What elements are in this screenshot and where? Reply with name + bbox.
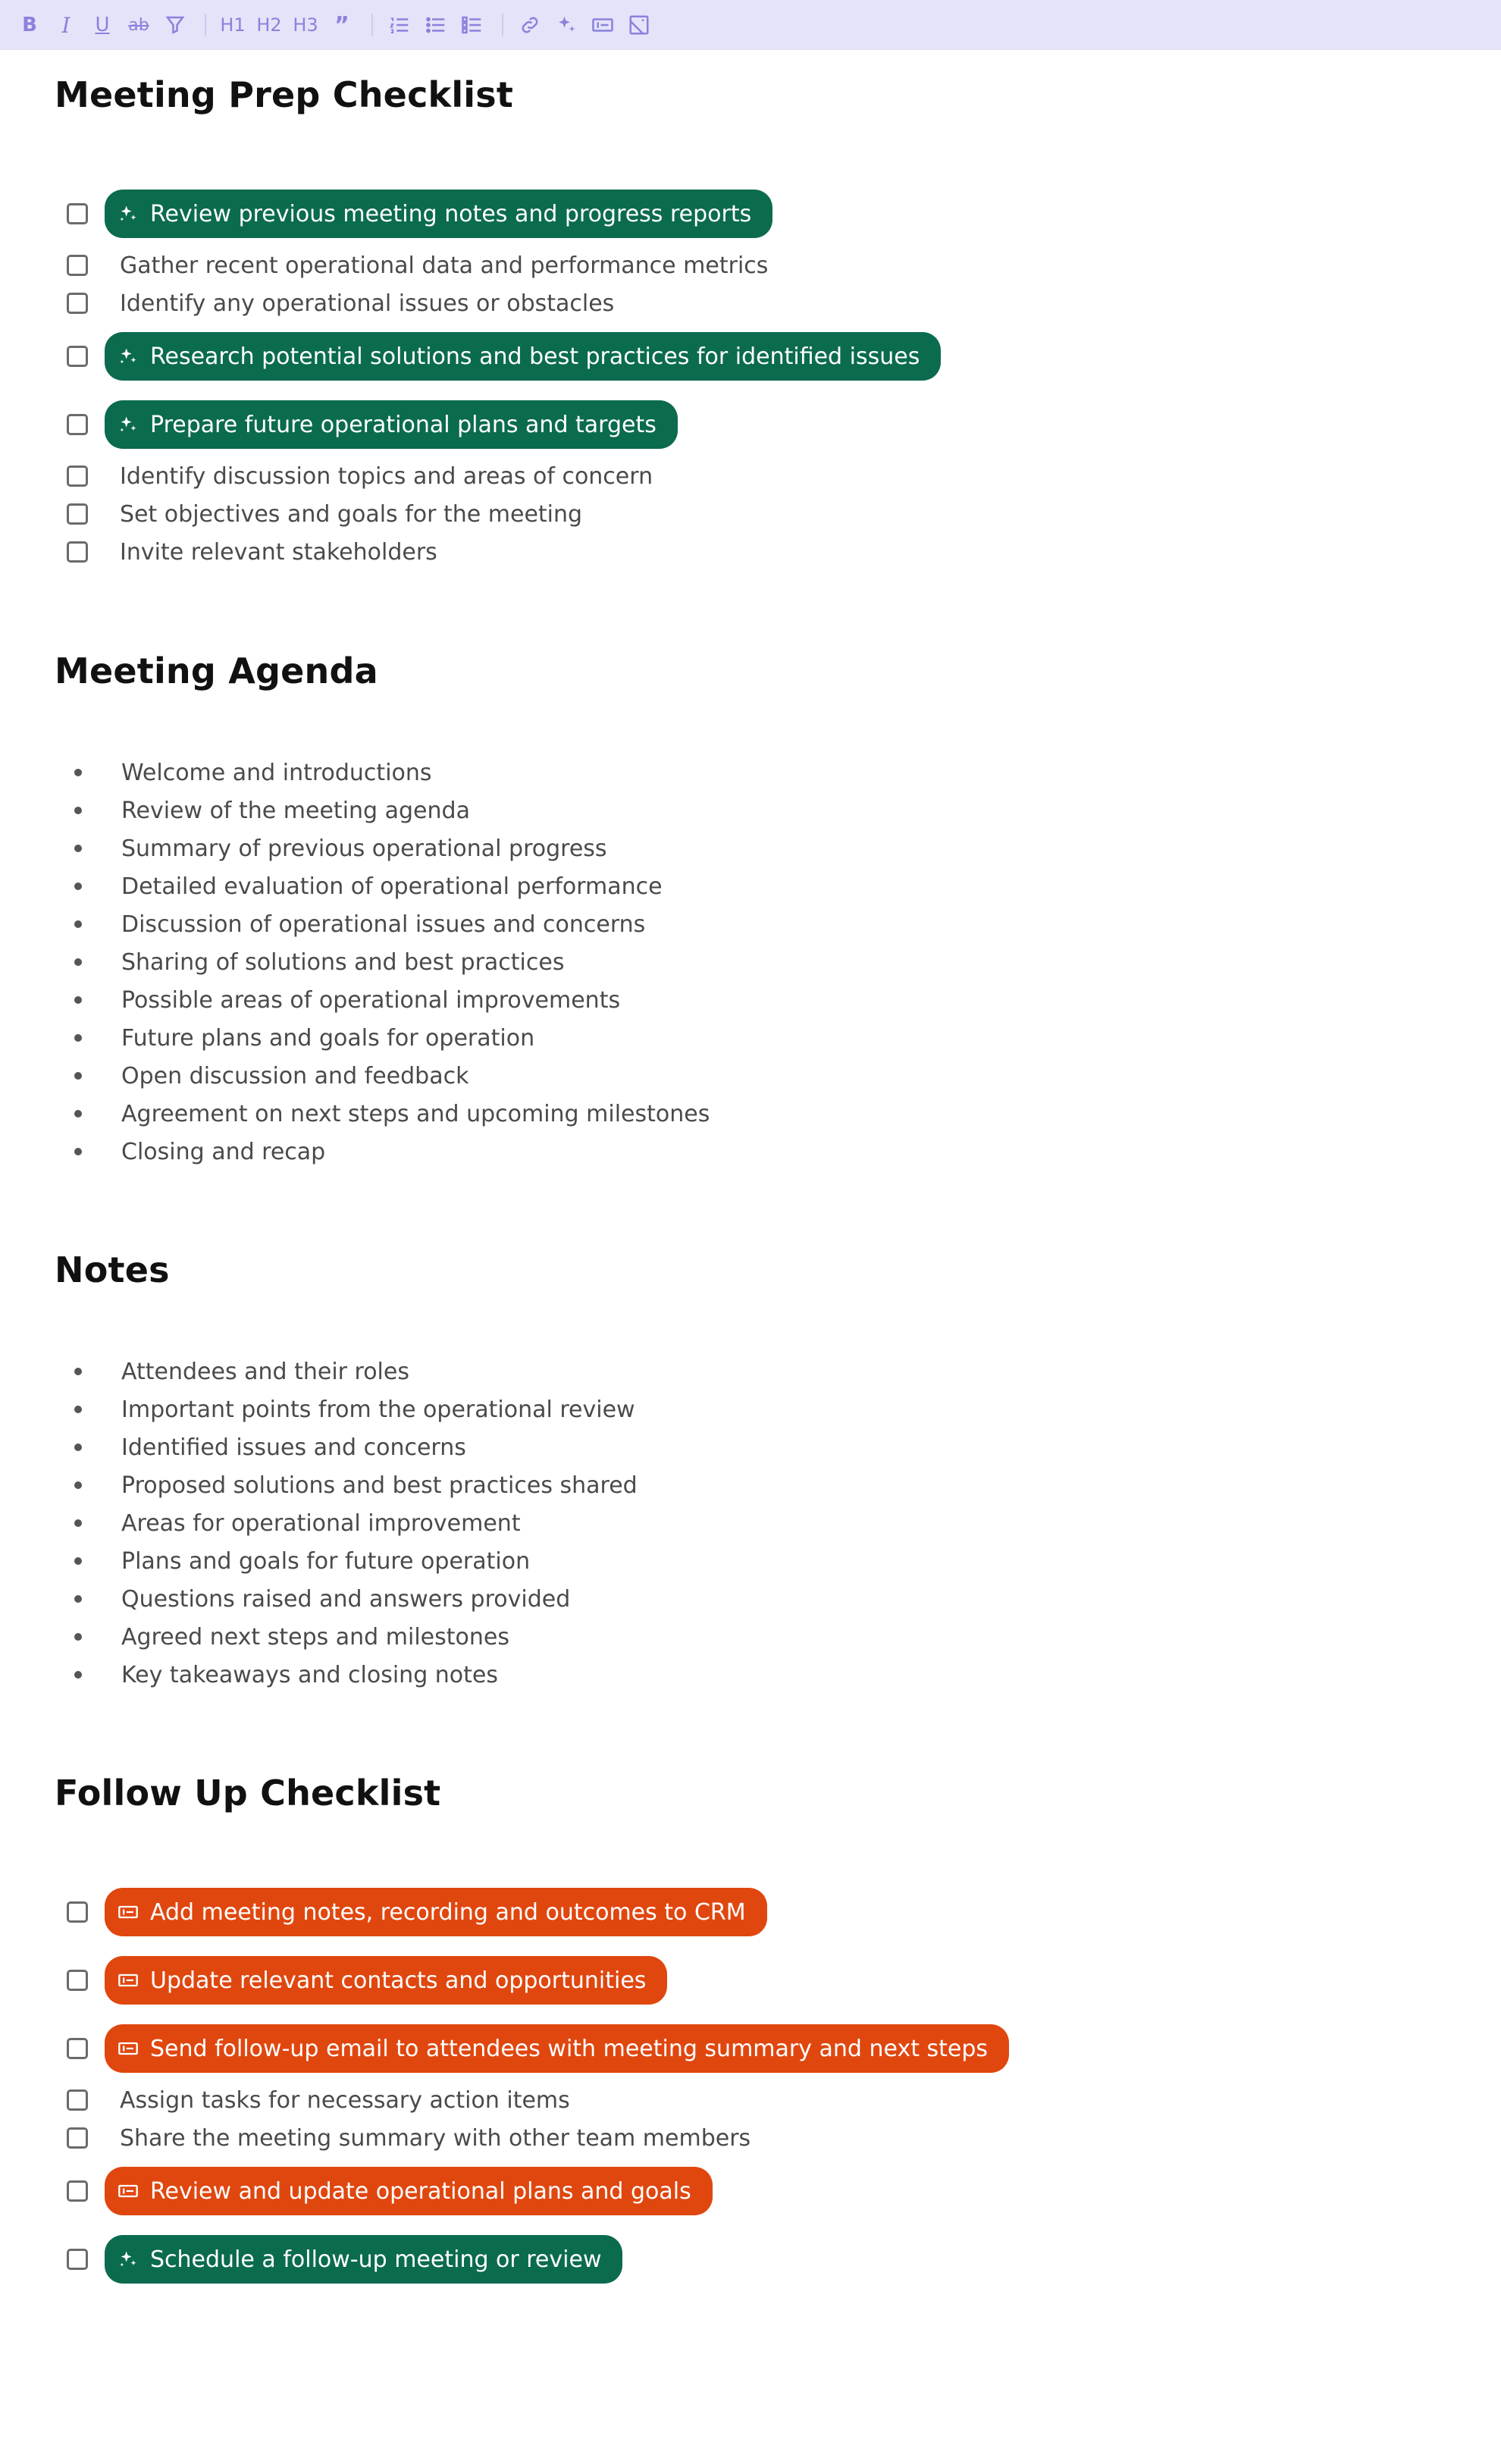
toolbar-divider (205, 14, 206, 36)
checklist-item (55, 529, 437, 575)
heading-1-button[interactable]: H1 (220, 14, 246, 36)
list-item (55, 1542, 530, 1580)
crm-action-pill[interactable] (105, 1888, 767, 1936)
ordered-list-icon[interactable] (387, 10, 412, 40)
bullet (74, 807, 82, 814)
checklist-item (55, 2168, 713, 2214)
list-item-text: Key takeaways and closing notes (121, 1661, 498, 1688)
list-item (55, 1057, 468, 1095)
checklist-item-text: Add meeting notes, recording and outcomes to CRM (150, 1898, 746, 1926)
bullet (74, 1595, 82, 1603)
checkbox[interactable] (67, 503, 88, 525)
checklist-item-text: Research potential solutions and best practices for identified issues (150, 343, 920, 370)
list-item-text: Sharing of solutions and best practices (121, 948, 565, 976)
underline-icon[interactable]: U (95, 14, 110, 36)
bullet (74, 1406, 82, 1413)
toolbar-divider (502, 14, 503, 36)
section-title-notes: Notes (55, 1249, 170, 1290)
list-item (55, 1618, 509, 1656)
section-title-prep: Meeting Prep Checklist (55, 74, 514, 115)
list-item (55, 1095, 710, 1133)
bullet (74, 1034, 82, 1042)
image-icon[interactable] (626, 10, 652, 40)
bullet (74, 845, 82, 852)
list-item (55, 905, 645, 943)
bullet (74, 920, 82, 928)
quote-icon[interactable]: ” (334, 11, 349, 39)
list-item-text: Proposed solutions and best practices shared (121, 1472, 638, 1499)
checkbox[interactable] (67, 2127, 88, 2149)
checklist-item-text: Review previous meeting notes and progress reports (150, 200, 752, 227)
bold-icon[interactable]: B (22, 14, 37, 36)
list-item (55, 867, 663, 905)
list-item-text: Detailed evaluation of operational performance (121, 873, 663, 900)
checklist-item-text: Prepare future operational plans and targets (150, 411, 656, 438)
list-item-text: Attendees and their roles (121, 1358, 409, 1385)
list-item (55, 829, 607, 867)
bullet (74, 769, 82, 776)
list-item (55, 1133, 325, 1171)
bullet (74, 1072, 82, 1080)
list-item-text: Identified issues and concerns (121, 1434, 466, 1461)
bullet (74, 882, 82, 890)
list-item (55, 1390, 635, 1428)
list-item-text: Agreement on next steps and upcoming milestones (121, 1100, 710, 1127)
list-item (55, 943, 564, 981)
checklist-item (55, 191, 772, 237)
list-item-text: Welcome and introductions (121, 759, 432, 786)
crm-field-icon (117, 2037, 139, 2060)
ai-sparkle-icon[interactable] (553, 10, 579, 40)
checkbox[interactable] (67, 2180, 88, 2202)
crm-field-icon[interactable] (590, 10, 616, 40)
bullet (74, 1148, 82, 1155)
section-title-agenda: Meeting Agenda (55, 650, 378, 691)
list-item-text: Possible areas of operational improvements (121, 986, 621, 1014)
link-icon[interactable] (517, 10, 543, 40)
list-item (55, 1580, 570, 1618)
checkbox[interactable] (67, 1970, 88, 1991)
checkbox[interactable] (67, 466, 88, 487)
checklist-item-text: Assign tasks for necessary action items (120, 2086, 570, 2114)
list-item-text: Questions raised and answers provided (121, 1585, 571, 1613)
ai-sparkle-icon (117, 202, 139, 225)
bullet (74, 996, 82, 1004)
ai-sparkle-icon (117, 413, 139, 436)
list-item (55, 1466, 638, 1504)
bullet (74, 1633, 82, 1641)
checklist-item-text: Identify any operational issues or obstacles (120, 290, 615, 317)
bullet (74, 1481, 82, 1489)
checkbox[interactable] (67, 2089, 88, 2111)
ai-action-pill[interactable] (105, 332, 941, 381)
checklist-icon[interactable] (459, 10, 485, 40)
checkbox[interactable] (67, 1901, 88, 1923)
checkbox[interactable] (67, 414, 88, 435)
list-item-text: Important points from the operational review (121, 1396, 635, 1423)
list-item (55, 1656, 498, 1694)
toolbar-divider (371, 14, 373, 36)
ai-action-pill[interactable] (105, 400, 678, 449)
checklist-item (55, 2026, 1009, 2071)
list-item-text: Agreed next steps and milestones (121, 1623, 509, 1651)
checkbox[interactable] (67, 255, 88, 276)
checklist-item (55, 2115, 750, 2161)
checklist-item (55, 1958, 667, 2003)
list-item (55, 1504, 521, 1542)
bullet (74, 958, 82, 966)
list-item (55, 754, 432, 792)
list-item-text: Future plans and goals for operation (121, 1024, 535, 1052)
checklist-item-text: Send follow-up email to attendees with meeting summary and next steps (150, 2035, 989, 2062)
checklist-item (55, 402, 678, 447)
ai-sparkle-icon (117, 2248, 139, 2271)
italic-icon[interactable]: I (61, 12, 71, 38)
checklist-item-text: Update relevant contacts and opportunities (150, 1967, 647, 1994)
crm-field-icon (117, 2180, 139, 2202)
checklist-item-text: Schedule a follow-up meeting or review (150, 2246, 602, 2273)
checkbox[interactable] (67, 203, 88, 224)
checklist-item-text: Set objectives and goals for the meeting (120, 500, 583, 528)
crm-action-pill[interactable] (105, 1956, 667, 2005)
checklist-item (55, 1889, 767, 1935)
checklist-item (55, 2237, 622, 2282)
list-item (55, 1019, 534, 1057)
checkbox[interactable] (67, 2249, 88, 2270)
checklist-item (55, 334, 941, 379)
list-item-text: Discussion of operational issues and concerns (121, 911, 646, 938)
checklist-item-text: Review and update operational plans and goals (150, 2177, 691, 2205)
list-item (55, 1353, 409, 1390)
strikethrough-icon[interactable]: ab (128, 15, 149, 35)
formatting-toolbar (0, 0, 1501, 50)
crm-action-pill[interactable] (105, 2167, 713, 2215)
list-item (55, 981, 620, 1019)
ai-action-pill[interactable] (105, 190, 772, 238)
list-item-text: Summary of previous operational progress (121, 835, 607, 862)
checkbox[interactable] (67, 2038, 88, 2059)
crm-action-pill[interactable] (105, 2024, 1009, 2073)
bullet-list-icon[interactable] (423, 10, 449, 40)
checkbox[interactable] (67, 293, 88, 314)
heading-3-button[interactable]: H3 (293, 14, 318, 36)
list-item (55, 792, 470, 829)
bullet (74, 1368, 82, 1375)
checklist-item-text: Share the meeting summary with other team members (120, 2124, 751, 2152)
ai-sparkle-icon (117, 345, 139, 368)
section-title-followup: Follow Up Checklist (55, 1773, 441, 1814)
highlight-icon[interactable] (162, 10, 188, 40)
checkbox[interactable] (67, 346, 88, 367)
ai-action-pill[interactable] (105, 2235, 622, 2284)
bullet (74, 1110, 82, 1118)
checklist-item-text: Invite relevant stakeholders (120, 538, 437, 566)
crm-field-icon (117, 1901, 139, 1923)
checkbox[interactable] (67, 541, 88, 563)
crm-field-icon (117, 1969, 139, 1992)
bullet (74, 1444, 82, 1451)
checklist-item-text: Gather recent operational data and performance metrics (120, 252, 769, 279)
bullet (74, 1671, 82, 1679)
checklist-item (55, 281, 614, 326)
list-item (55, 1428, 466, 1466)
list-item-text: Review of the meeting agenda (121, 797, 470, 824)
list-item-text: Open discussion and feedback (121, 1062, 469, 1089)
list-item-text: Areas for operational improvement (121, 1509, 521, 1537)
list-item-text: Closing and recap (121, 1138, 326, 1165)
heading-2-button[interactable]: H2 (256, 14, 282, 36)
bullet (74, 1519, 82, 1527)
checklist-item-text: Identify discussion topics and areas of concern (120, 462, 653, 490)
list-item-text: Plans and goals for future operation (121, 1547, 531, 1575)
bullet (74, 1557, 82, 1565)
